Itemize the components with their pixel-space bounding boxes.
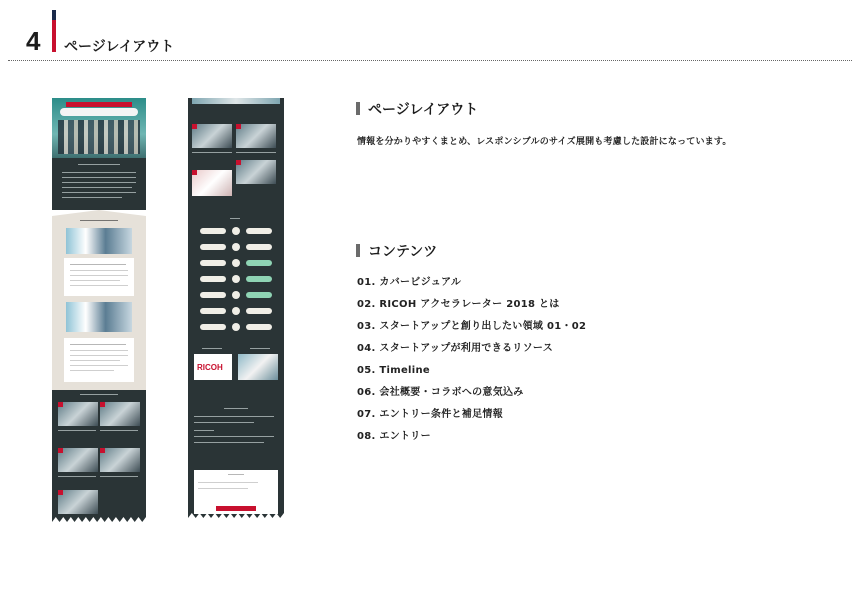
page-title: ページレイアウト <box>64 39 175 55</box>
contents-item: 03. スタートアップと創り出したい領域 01・02 <box>357 321 587 332</box>
contents-item: 06. 会社概要・コラボへの意気込み <box>357 387 524 398</box>
focus-areas-block <box>52 210 146 390</box>
ricoh-logo-mock <box>194 354 232 380</box>
cover-visual-block <box>52 98 146 158</box>
header-divider <box>8 60 852 61</box>
page-number: 4 <box>26 26 41 56</box>
contents-item: 04. スタートアップが利用できるリソース <box>357 343 553 354</box>
contents-item: 05. Timeline <box>357 365 431 376</box>
contents-section-heading: コンテンツ <box>356 241 437 261</box>
focus-area-photo-2 <box>66 302 132 332</box>
resources-block <box>52 390 146 522</box>
ricoh-logo-text: RICOH <box>197 363 223 372</box>
about-section-block <box>52 158 146 210</box>
contents-item: 02. RICOH アクセラレーター 2018 とは <box>357 299 560 310</box>
contents-item: 01. カバービジュアル <box>357 277 462 288</box>
layout-section-description: 情報を分かりやすくまとめ、レスポンシブルのサイズ展開も考慮した設計になっています。 <box>357 137 732 147</box>
cover-photo <box>58 120 140 154</box>
entry-button-mock <box>216 506 256 511</box>
contents-list <box>357 276 586 452</box>
focus-area-card-1 <box>64 258 134 296</box>
focus-area-photo-1 <box>66 228 132 254</box>
contents-item: 08. エントリー <box>357 431 431 442</box>
entry-form-mock <box>194 470 278 514</box>
contents-item: 07. エントリー条件と補足情報 <box>357 409 503 420</box>
accent-bar <box>52 10 56 52</box>
cover-ribbon <box>66 102 132 107</box>
layout-section-heading: ページレイアウト <box>356 99 478 119</box>
page-layout-mockup-right <box>188 98 284 518</box>
cover-speech-bubble <box>60 108 138 116</box>
focus-area-card-2 <box>64 338 134 382</box>
page-layout-mockup-left <box>52 98 146 522</box>
